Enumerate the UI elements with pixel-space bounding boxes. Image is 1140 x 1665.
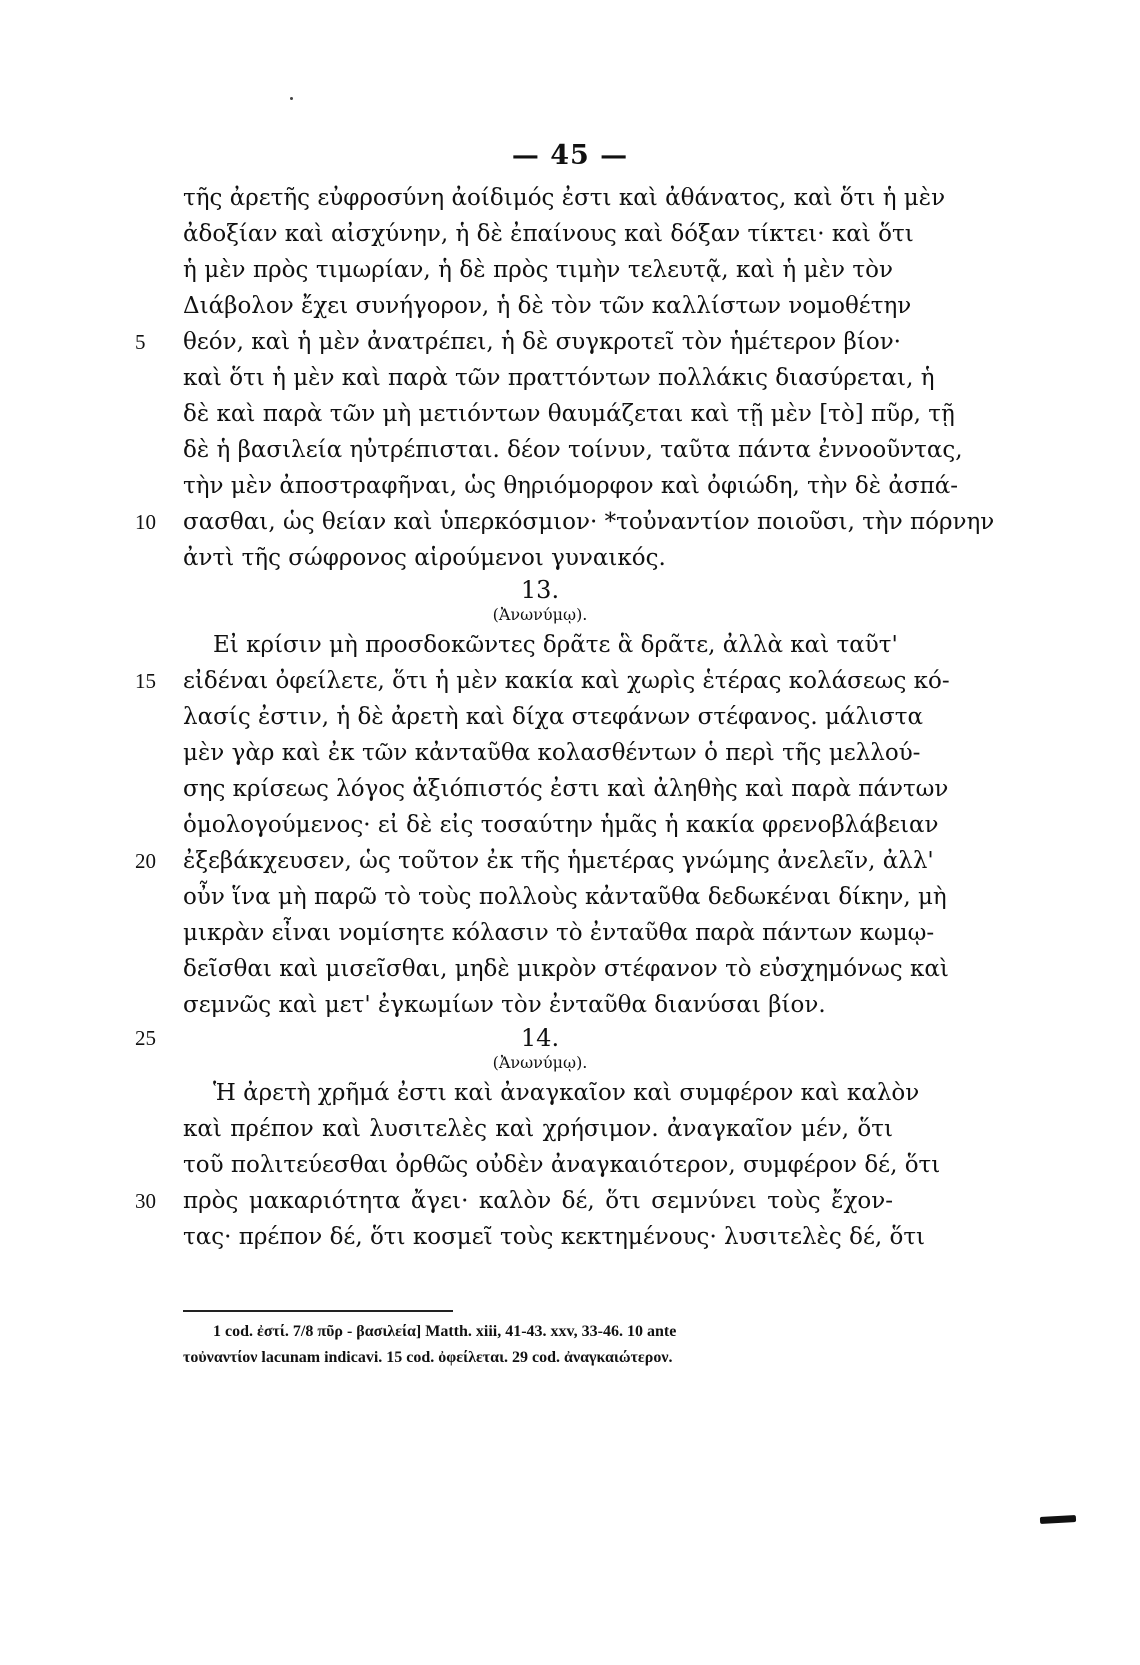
text-line: θεόν, καὶ ἡ μὲν ἀνατρέπει, ἡ δὲ συγκροτεῖ τὸν ἡμέτερον βίον·	[183, 329, 901, 355]
scan-mark	[1040, 1515, 1076, 1524]
section-number: 14.	[520, 1024, 560, 1052]
text-line: σης κρίσεως λόγος ἀξιόπιστός ἐστι καὶ ἀληθὴς καὶ παρὰ πάντων	[183, 776, 949, 802]
text-line: οὖν ἵνα μὴ παρῶ τὸ τοὺς πολλοὺς κἀνταῦθα δεδωκέναι δίκην, μὴ	[183, 884, 947, 910]
text-line: ἐξεβάκχευσεν, ὡς τοῦτον ἐκ τῆς ἡμετέρας γνώμης ἀνελεῖν, ἀλλ'	[183, 848, 934, 874]
footnote-line: τοὐναντίον lacunam indicavi. 15 cod. ὀφείλεται. 29 cod. ἀναγκαιώτερον.	[183, 1349, 673, 1366]
text-line: δὲ ἡ βασιλεία ηὐτρέπισται. δέον τοίνυν, ταῦτα πάντα ἐννοοῦντας,	[183, 437, 963, 463]
text-line: σεμνῶς καὶ μετ' ἐγκωμίων τὸν ἐνταῦθα διανύσαι βίον.	[183, 992, 826, 1018]
text-line: Εἰ κρίσιν μὴ προσδοκῶντες δρᾶτε ἃ δρᾶτε, ἀλλὰ καὶ ταῦτ'	[213, 632, 898, 658]
text-line: σασθαι, ὡς θείαν καὶ ὑπερκόσμιον· *τοὐναντίον ποιοῦσι, τὴν πόρνην	[183, 509, 995, 535]
page-number: — 45 —	[511, 140, 629, 171]
text-line: μὲν γὰρ καὶ ἐκ τῶν κἀνταῦθα κολασθέντων ὁ περὶ τῆς μελλού-	[183, 740, 921, 766]
text-line: καὶ πρέπον καὶ λυσιτελὲς καὶ χρήσιμον. ἀναγκαῖον μέν, ὅτι	[183, 1116, 893, 1142]
line-number: 30	[135, 1189, 156, 1213]
text-line: δὲ καὶ παρὰ τῶν μὴ μετιόντων θαυμάζεται καὶ τῇ μὲν [τὸ] πῦρ, τῇ	[183, 401, 955, 427]
line-number: 20	[135, 849, 156, 873]
section-author: (Ἀνωνύμῳ).	[492, 1053, 588, 1072]
text-line: πρὸς μακαριότητα ἄγει· καλὸν δέ, ὅτι σεμνύνει τοὺς ἔχον-	[183, 1188, 893, 1214]
text-line: μικρὰν εἶναι νομίσητε κόλασιν τὸ ἐνταῦθα παρὰ πάντων κωμῳ-	[183, 920, 935, 946]
text-line: ὁμολογούμενος· εἰ δὲ εἰς τοσαύτην ἡμᾶς ἡ κακία φρενοβλάβειαν	[183, 812, 939, 838]
footnote-rule	[183, 1310, 453, 1312]
section-author: (Ἀνωνύμῳ).	[492, 605, 588, 624]
line-number: 15	[135, 669, 156, 693]
text-line: τὴν μὲν ἀποστραφῆναι, ὡς θηριόμορφον καὶ ὀφιώδη, τὴν δὲ ἀσπά-	[183, 473, 959, 499]
text-line: λασίς ἐστιν, ἡ δὲ ἀρετὴ καὶ δίχα στεφάνων στέφανος. μάλιστα	[183, 704, 924, 730]
text-line: Ἡ ἀρετὴ χρῆμά ἐστι καὶ ἀναγκαῖον καὶ συμφέρον καὶ καλὸν	[213, 1080, 920, 1106]
line-number: 25	[135, 1026, 156, 1050]
scan-speck	[290, 97, 293, 100]
text-line: εἰδέναι ὀφείλετε, ὅτι ἡ μὲν κακία καὶ χωρὶς ἑτέρας κολάσεως κό-	[183, 668, 950, 694]
line-number: 10	[135, 510, 156, 534]
text-line: τας· πρέπον δέ, ὅτι κοσμεῖ τοὺς κεκτημένους· λυσιτελὲς δέ, ὅτι	[183, 1224, 926, 1250]
line-number: 5	[135, 330, 146, 354]
text-line: δεῖσθαι καὶ μισεῖσθαι, μηδὲ μικρὸν στέφανον τὸ εὐσχημόνως καὶ	[183, 956, 949, 982]
text-line: Διάβολον ἔχει συνήγορον, ἡ δὲ τὸν τῶν καλλίστων νομοθέτην	[183, 293, 912, 319]
text-line: ἀντὶ τῆς σώφρονος αἱρούμενοι γυναικός.	[183, 545, 666, 571]
text-line: τοῦ πολιτεύεσθαι ὀρθῶς οὐδὲν ἀναγκαιότερον, συμφέρον δέ, ὅτι	[183, 1152, 941, 1178]
footnote-line: 1 cod. ἐστί. 7/8 πῦρ - βασιλεία] Matth. xiii, 41-43. xxv, 33-46. 10 ante	[213, 1323, 677, 1340]
text-line: τῆς ἀρετῆς εὐφροσύνη ἀοίδιμός ἐστι καὶ ἀθάνατος, καὶ ὅτι ἡ μὲν	[183, 185, 946, 211]
text-line: ἡ μὲν πρὸς τιμωρίαν, ἡ δὲ πρὸς τιμὴν τελευτᾷ, καὶ ἡ μὲν τὸν	[183, 257, 893, 283]
text-line: καὶ ὅτι ἡ μὲν καὶ παρὰ τῶν πραττόντων πολλάκις διασύρεται, ἡ	[183, 365, 935, 391]
section-number: 13.	[520, 576, 560, 604]
text-line: ἀδοξίαν καὶ αἰσχύνην, ἡ δὲ ἐπαίνους καὶ δόξαν τίκτει· καὶ ὅτι	[183, 221, 914, 247]
